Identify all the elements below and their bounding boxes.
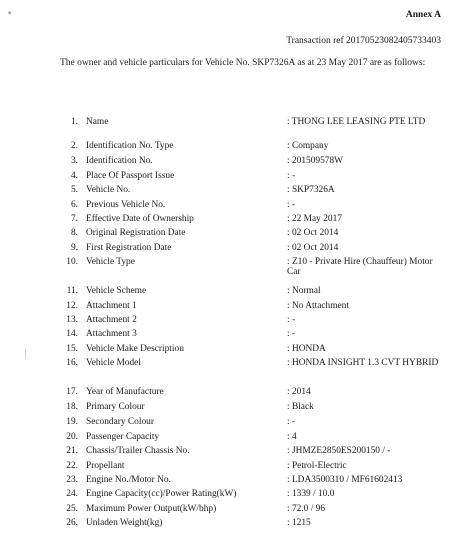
field-label: Chassis/Trailer Chassis No.	[86, 445, 190, 456]
field-label: Passenger Capacity	[86, 431, 160, 442]
field-label: Identification No. Type	[86, 141, 174, 152]
intro-paragraph: The owner and vehicle particulars for Vehicle No. SKP7326A as at 23 May 2017 are as follows:	[60, 58, 426, 68]
row-number: 11.	[66, 286, 78, 297]
row-number: 4.	[70, 170, 78, 181]
row-number: 26.	[66, 518, 78, 528]
field-value: : -	[287, 199, 296, 210]
field-label: Vehicle Make Description	[86, 344, 184, 355]
field-value: : 1215	[287, 518, 311, 528]
field-label: Secondary Colour	[86, 416, 154, 427]
row-number: 12.	[66, 301, 78, 312]
field-value: : -	[287, 170, 296, 181]
field-value: : THONG LEE LEASING PTE LTD	[287, 117, 426, 127]
row-number: 7.	[70, 213, 78, 224]
field-value: : Z10 - Private Hire (Chauffeur) Motor Car	[287, 256, 433, 278]
field-value: : 02 Oct 2014	[287, 227, 339, 238]
field-label: Primary Colour	[86, 402, 145, 413]
field-label: Name	[86, 117, 109, 127]
row-number: 18.	[66, 402, 78, 413]
row-number: 21.	[66, 445, 78, 456]
field-value: : JHMZE2850ES200150 / -	[287, 445, 391, 456]
row-number: 1.	[70, 117, 78, 127]
row-number: 24.	[66, 488, 78, 499]
transaction-ref-label: Transaction ref	[286, 36, 344, 46]
field-label: Effective Date of Ownership	[86, 213, 194, 224]
row-number: 9.	[70, 242, 78, 253]
row-number: 23.	[66, 474, 78, 485]
field-label: Unladen Weight(kg)	[86, 518, 163, 528]
field-value: : HONDA	[287, 344, 326, 355]
field-value: : SKP7326A	[287, 184, 335, 195]
row-number: 25.	[66, 503, 78, 514]
row-number: 22.	[66, 460, 78, 471]
row-number: 8.	[70, 227, 78, 238]
field-label: Attachment 1	[86, 301, 137, 312]
field-value: : HONDA INSIGHT 1.3 CVT HYBRID	[287, 358, 439, 369]
field-label: Original Registration Date	[86, 227, 186, 238]
transaction-ref-value: 20170523082405733403	[346, 36, 441, 46]
field-label: Engine Capacity(cc)/Power Rating(kW)	[86, 488, 237, 499]
field-label: Engine No./Motor No.	[86, 474, 171, 485]
field-value: : 02 Oct 2014	[287, 242, 339, 253]
field-value: : 4	[287, 431, 297, 442]
row-number: 14.	[66, 329, 78, 340]
row-number: 3.	[70, 155, 78, 166]
field-label: Attachment 2	[86, 315, 137, 326]
field-value: : 201509578W	[287, 155, 343, 166]
row-number: 20.	[66, 431, 78, 442]
row-number: 2.	[70, 141, 78, 152]
field-label: Vehicle No.	[86, 184, 131, 195]
field-label: Propellant	[86, 460, 125, 471]
field-value: : Petrol-Electric	[287, 460, 347, 471]
annex-label: Annex A	[405, 10, 441, 20]
field-label: Vehicle Model	[86, 358, 141, 369]
field-label: Vehicle Type	[86, 256, 135, 267]
row-number: 16.	[66, 358, 78, 369]
field-label: Place Of Passport Issue	[86, 170, 175, 181]
field-value: : -	[287, 329, 296, 340]
field-value: : Company	[287, 141, 329, 152]
field-label: Previous Vehicle No.	[86, 199, 166, 210]
field-value: : -	[287, 416, 296, 427]
corner-mark: •	[8, 8, 12, 18]
row-number: 19.	[66, 416, 78, 427]
row-number: 15.	[66, 344, 78, 355]
field-value: : 1339 / 10.0	[287, 488, 335, 499]
field-label: Maximum Power Output(kW/bhp)	[86, 503, 217, 514]
field-value: : 72.0 / 96	[287, 503, 326, 514]
field-value: : Black	[287, 402, 314, 413]
field-value: : Normal	[287, 286, 321, 297]
row-number: 17.	[66, 387, 78, 398]
field-label: Vehicle Scheme	[86, 286, 147, 297]
field-label: First Registration Date	[86, 242, 172, 253]
field-label: Year of Manufacture	[86, 387, 164, 398]
row-number: 5.	[70, 184, 78, 195]
field-value: : LDA3500310 / MF61602413	[287, 474, 403, 485]
row-number: 10.	[66, 256, 78, 267]
field-value: : 22 May 2017	[287, 213, 342, 224]
field-value: : 2014	[287, 387, 311, 398]
field-label: Identification No.	[86, 155, 153, 166]
row-number: 13.	[66, 315, 78, 326]
field-label: Attachment 3	[86, 329, 137, 340]
scan-mark	[25, 349, 26, 359]
field-value: : No Attachment	[287, 301, 349, 312]
field-value: : -	[287, 315, 296, 326]
row-number: 6.	[70, 199, 78, 210]
